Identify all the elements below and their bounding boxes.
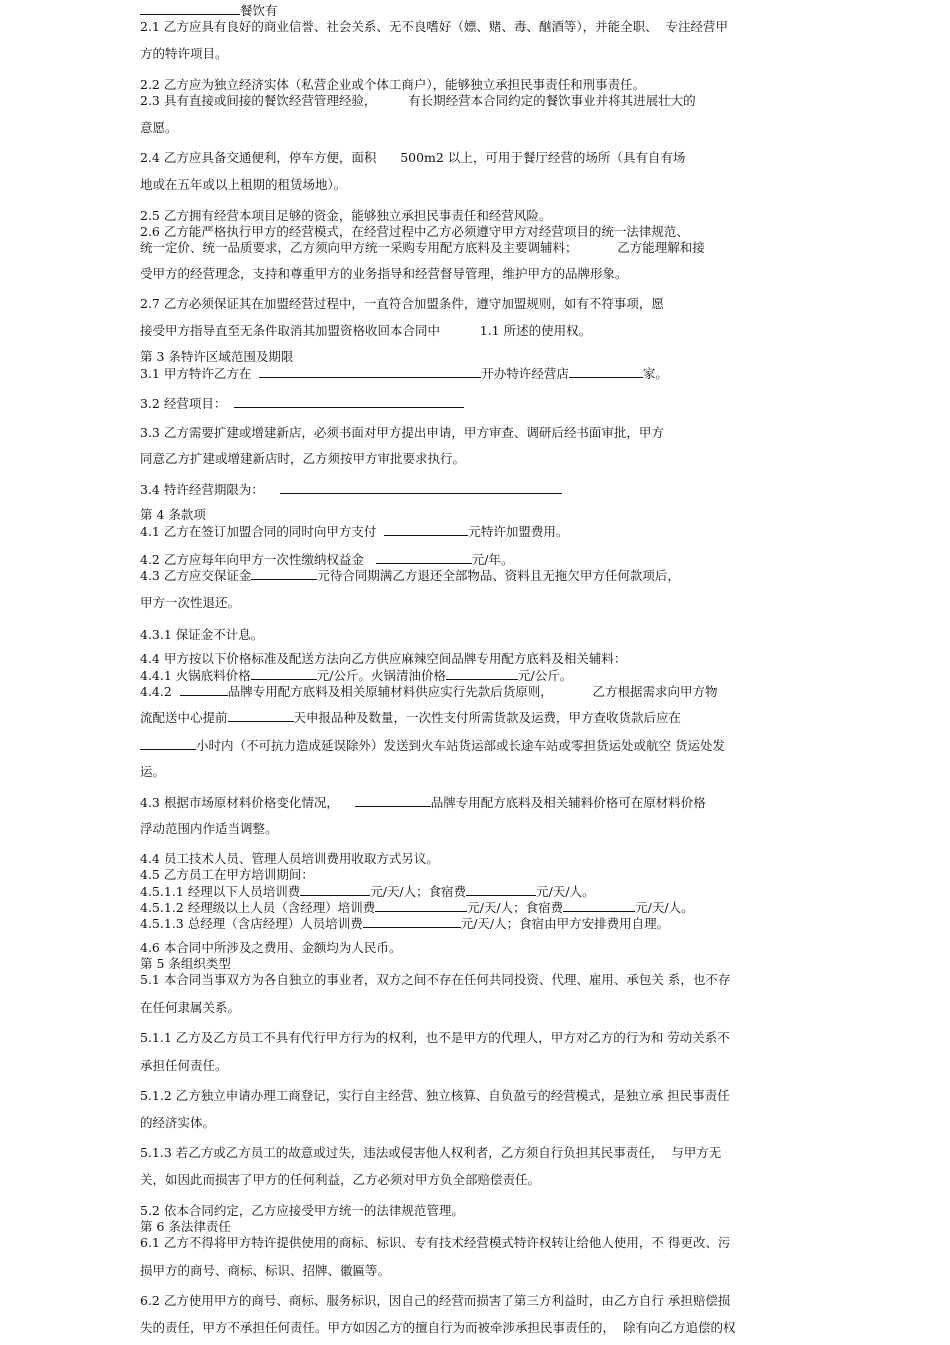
text-line [140, 224, 689, 240]
text-line [140, 1145, 721, 1161]
text-line [140, 1058, 228, 1074]
text-line [140, 709, 681, 726]
line-text: 品牌专用配方底料及相关辅料价格可在原材料价格 [430, 795, 706, 810]
fill-in-blank [251, 567, 317, 580]
line-text: 元/天/人。 [635, 900, 694, 915]
line-text: 在任何隶属关系。 [140, 1000, 241, 1015]
line-text: 方的特许项目。 [140, 46, 228, 61]
line-text: 浮动范围内作适当调整。 [140, 821, 278, 836]
line-text: 餐饮有 [240, 3, 278, 18]
line-text: 关，如因此而损害了甲方的任何利益，乙方必须对甲方负全部赔偿责任。 [140, 1172, 541, 1187]
text-line [140, 1293, 730, 1309]
line-text: 5.1 本合同当事双方为各自独立的事业者，双方之间不存在任何共同投资、代理、雇用、承包关 系，也不存 [140, 972, 731, 987]
text-line [140, 1088, 730, 1104]
line-text: 同意乙方扩建或增建新店时，乙方须按甲方审批要求执行。 [140, 451, 466, 466]
line-text: 2.6 乙方能严格执行甲方的经营模式，在经营过程中乙方必须遵守甲方对经营项目的统一法律规范、 [140, 224, 689, 239]
line-text: 4.6 本合同中所涉及之费用、金额均为人民币。 [140, 940, 402, 955]
line-text: 元待合同期满乙方退还全部物品、资料且无拖欠甲方任何款项后， [317, 568, 680, 583]
line-text: 甲方一次性退还。 [140, 595, 241, 610]
text-line [140, 150, 685, 166]
line-text: 4.5.1.1 经理以下人员培训费 [140, 884, 301, 899]
line-text: 5.1.1 乙方及乙方员工不具有代行甲方行为的权利，也不是甲方的代理人，甲方对乙方的行为和 劳动关系不 [140, 1030, 730, 1045]
fill-in-blank [180, 683, 228, 696]
line-text: 4.3.1 保证金不计息。 [140, 627, 264, 642]
line-text: 开办特许经营店 [481, 366, 569, 381]
fill-in-blank [259, 365, 481, 378]
text-line [140, 915, 669, 932]
text-line [140, 821, 278, 837]
text-line [140, 507, 206, 523]
text-line [140, 956, 231, 972]
line-text: 元/天/人；食宿费 [467, 900, 564, 915]
fill-in-blank [280, 481, 562, 494]
text-line [140, 323, 591, 339]
text-line [140, 940, 401, 956]
text-line [140, 93, 696, 109]
fill-in-blank [569, 365, 643, 378]
line-text: 3.3 乙方需要扩建或增建新店，必须书面对甲方提出申请，甲方审查、调研后经书面审批，甲方 [140, 425, 664, 440]
line-text: 小时内（不可抗力造成延误除外）发送到火车站货运部或长途车站或零担货运处或航空 货运处发 [196, 738, 725, 753]
line-text: 5.1.2 乙方独立申请办理工商登记，实行自主经营、独立核算、自负盈亏的经营模式，是独立承 担民事责任 [140, 1088, 730, 1103]
text-line [140, 1263, 390, 1279]
text-line [140, 764, 165, 780]
text-line [140, 1115, 215, 1131]
text-line [140, 177, 346, 193]
line-text: 品牌专用配方底料及相关原辅材料供应实行先款后货原则， 乙方根据需求向甲方物 [227, 684, 718, 699]
fill-in-blank [466, 883, 536, 896]
text-line [140, 1320, 735, 1336]
text-line [140, 481, 562, 498]
text-line [140, 667, 572, 684]
line-text: 6.1 乙方不得将甲方特许提供使用的商标、标识、专有技术经营模式特许权转让给他人使用，不 得更改、污 [140, 1235, 731, 1250]
fill-in-blank [140, 737, 196, 750]
line-text: 4.2 乙方应每年向甲方一次性缴纳权益金 [140, 552, 376, 567]
text-line [140, 1000, 240, 1016]
line-text: 第 4 条款项 [140, 507, 206, 522]
text-line [140, 395, 464, 412]
line-text: 4.4.1 火锅底料价格 [140, 668, 251, 683]
text-line [140, 627, 263, 643]
line-text: 4.5 乙方员工在甲方培训期间： [140, 867, 314, 882]
line-text: 意愿。 [140, 120, 178, 135]
text-line [140, 851, 439, 867]
line-text: 4.5.1.2 经理级以上人员（含经理）培训费 [140, 900, 376, 915]
line-text: 元/公斤。 [518, 668, 573, 683]
line-text: 4.3 乙方应交保证金 [140, 568, 252, 583]
line-text: 3.2 经营项目： [140, 396, 235, 411]
line-text: 2.1 乙方应具有良好的商业信誉、社会关系、无不良嗜好（嫖、赌、毒、酗酒等），并能全职、 专注经营甲 [140, 19, 729, 34]
line-text: 2.4 乙方应具备交通便利，停车方便，面积 500m2 以上，可用于餐厅经营的场所（具有自有场 [140, 150, 686, 165]
line-text: 第 3 条特许区域范围及期限 [140, 349, 294, 364]
text-line [140, 651, 626, 667]
fill-in-blank [140, 2, 240, 15]
text-line [140, 19, 728, 35]
line-text: 天申报品种及数量，一次性支付所需货款及运费，甲方查收货款后应在 [293, 710, 682, 725]
line-text: 承担任何责任。 [140, 1058, 228, 1073]
text-line [140, 737, 725, 754]
line-text: 2.2 乙方应为独立经济实体（私营企业或个体工商户），能够独立承担民事责任和刑事责任。 [140, 77, 646, 92]
line-text: 元/天/人。 [536, 884, 595, 899]
fill-in-blank [563, 899, 635, 912]
line-text: 6.2 乙方使用甲方的商号、商标、服务标识，因自己的经营而损害了第三方利益时，由乙方自行 承担赔偿损 [140, 1293, 731, 1308]
line-text: 失的责任，甲方不承担任何责任。甲方如因乙方的擅自行为而被牵涉承担民事责任的， 除有向乙方追偿的权 [140, 1320, 736, 1335]
fill-in-blank [300, 883, 370, 896]
text-line [140, 451, 465, 467]
line-text: 4.4.2 [140, 684, 180, 699]
fill-in-blank [446, 667, 518, 680]
line-text: 元/天/人；食宿由甲方安排费用自理。 [460, 916, 670, 931]
text-line [140, 683, 718, 700]
line-text: 2.3 具有直接或间接的餐饮经营管理经验， 有长期经营本合同约定的餐饮事业并将其进展壮大的 [140, 93, 696, 108]
line-text: 的经济实体。 [140, 1115, 216, 1130]
line-text: 3.1 甲方特许乙方在 [140, 366, 260, 381]
text-line [140, 523, 568, 540]
text-line [140, 266, 628, 282]
line-text: 4.4 员工技术人员、管理人员培训费用收取方式另议。 [140, 851, 439, 866]
fill-in-blank [376, 551, 472, 564]
text-line [140, 2, 278, 19]
fill-in-blank [363, 915, 461, 928]
fill-in-blank [355, 794, 431, 807]
line-text: 元/公斤。火锅清油价格 [316, 668, 446, 683]
text-line [140, 1172, 540, 1188]
line-text: 3.4 特许经营期限为： [140, 482, 280, 497]
line-text: 流配送中心提前 [140, 710, 228, 725]
text-line [140, 567, 680, 584]
text-line [140, 595, 240, 611]
text-line [140, 208, 551, 224]
fill-in-blank [384, 523, 468, 536]
line-text: 运。 [140, 764, 166, 779]
text-line [140, 46, 228, 62]
line-text: 第 5 条组织类型 [140, 956, 231, 971]
text-line [140, 1235, 730, 1251]
text-line [140, 365, 668, 382]
line-text: 接受甲方指导直至无条件取消其加盟资格收回本合同中 1.1 所述的使用权。 [140, 323, 592, 338]
line-text: 损甲方的商号、商标、标识、招牌、徽匾等。 [140, 1263, 391, 1278]
text-line [140, 551, 514, 568]
fill-in-blank [375, 899, 467, 912]
line-text: 地或在五年或以上租期的租赁场地）。 [140, 177, 347, 192]
line-text: 5.1.3 若乙方或乙方员工的故意或过失，违法或侵害他人权利者，乙方须自行负担其民事责任， 与甲方无 [140, 1145, 722, 1160]
text-line [140, 425, 664, 441]
text-line [140, 120, 178, 136]
line-text: 4.5.1.3 总经理（含店经理）人员培训费 [140, 916, 363, 931]
line-text: 4.4 甲方按以下价格标准及配送方法向乙方供应麻辣空间品牌专用配方底料及相关辅料： [140, 651, 627, 666]
line-text: 元特许加盟费用。 [468, 524, 569, 539]
text-line [140, 349, 293, 365]
fill-in-blank [234, 395, 464, 408]
line-text: 5.2 依本合同约定，乙方应接受甲方统一的法律规范管理。 [140, 1203, 464, 1218]
line-text: 家。 [642, 366, 668, 381]
fill-in-blank [251, 667, 317, 680]
text-line [140, 794, 706, 811]
line-text: 元/年。 [471, 552, 514, 567]
line-text: 第 6 条法律责任 [140, 1219, 231, 1234]
text-line [140, 883, 595, 900]
line-text: 元/天/人；食宿费 [370, 884, 467, 899]
text-line [140, 1219, 231, 1235]
line-text: 4.3 根据市场原材料价格变化情况， [140, 795, 355, 810]
text-line [140, 1030, 730, 1046]
text-line [140, 867, 314, 883]
line-text: 2.5 乙方拥有经营本项目足够的资金，能够独立承担民事责任和经营风险。 [140, 208, 552, 223]
text-line [140, 1203, 464, 1219]
fill-in-blank [228, 709, 294, 722]
line-text: 4.1 乙方在签订加盟合同的同时向甲方支付 [140, 524, 385, 539]
text-line [140, 899, 694, 916]
text-line [140, 296, 664, 312]
line-text: 受甲方的经营理念，支持和尊重甲方的业务指导和经营督导管理，维护甲方的品牌形象。 [140, 266, 628, 281]
line-text: 2.7 乙方必须保证其在加盟经营过程中，一直符合加盟条件，遵守加盟规则，如有不符事项，愿 [140, 296, 664, 311]
text-line [140, 240, 705, 256]
text-line [140, 77, 645, 93]
text-line [140, 972, 730, 988]
line-text: 统一定价、统一品质要求，乙方须向甲方统一采购专用配方底料及主要调辅料； 乙方能理解和接 [140, 240, 705, 255]
